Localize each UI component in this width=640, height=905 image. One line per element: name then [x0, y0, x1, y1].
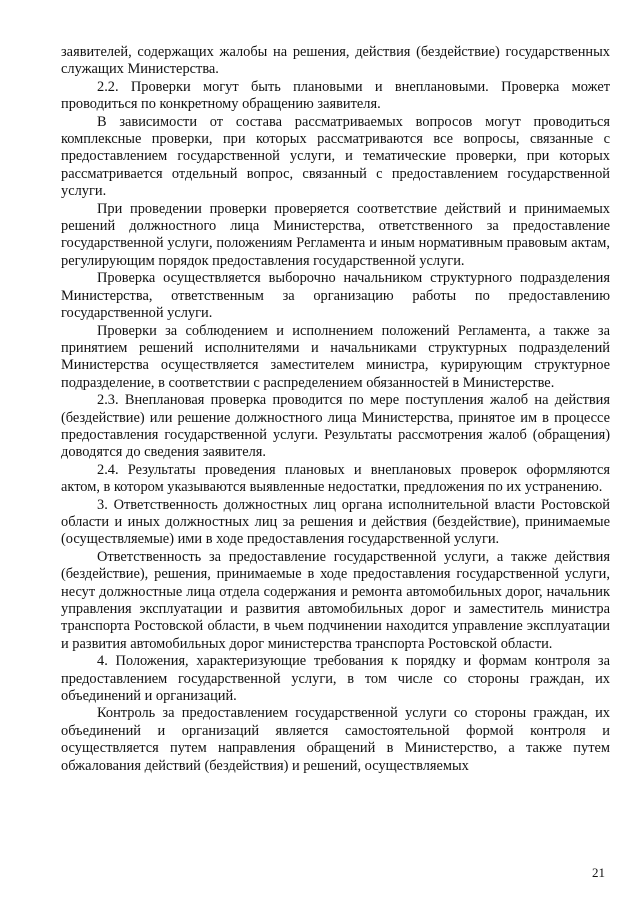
paragraph-6: Проверки за соблюдением и исполнением положений Регламента, а также за принятием решений исполнителями и начальниками структурных подразделений Министерства осуществляется заместителем министра, курирующим структурное подразделение, в соответствии с распределением обязанностей в Министерстве. — [61, 322, 610, 391]
paragraph-7: 2.3. Внеплановая проверка проводится по мере поступления жалоб на действия (бездействие) или решение должностного лица Министерства, принятое им в процессе предоставления государственной услуги. Результаты рассмотрения жалоб (обращения) доводятся до сведения заявителя. — [61, 392, 610, 461]
paragraph-1: заявителей, содержащих жалобы на решения, действия (бездействие) государственных служащих Министерства. — [61, 44, 610, 78]
paragraph-10: Ответственность за предоставление государственной услуги, а также действия (бездействие), решения, принимаемые в ходе предоставления государственной услуги, несут должностные лица отдела содержания и ремонта автомобильных дорог, начальник управления эксплуатации и развития автомобильных дорог и заместитель министра транспорта Ростовской области, в чьем подчинении находится управление эксплуатации и развития автомобильных дорог министерства транспорта Ростовской области. — [61, 548, 610, 652]
paragraph-5: Проверка осуществляется выборочно начальником структурного подразделения Министерства, ответственным за организацию работы по предоставлению государственной услуги. — [61, 270, 610, 322]
paragraph-11: 4. Положения, характеризующие требования к порядку и формам контроля за предоставлением государственной услуги, в том числе со стороны граждан, их объединений и организаций. — [61, 653, 610, 705]
document-body — [61, 44, 610, 775]
paragraph-3: В зависимости от состава рассматриваемых вопросов могут проводиться комплексные проверки, при которых рассматриваются все вопросы, связанные с предоставлением государственной услуги, и тематические проверки, при которых рассматривается отдельный вопрос, связанный с предоставлением государственной услуги. — [61, 113, 610, 200]
page-number: 21 — [592, 865, 605, 880]
paragraph-9: 3. Ответственность должностных лиц органа исполнительной власти Ростовской области и иных должностных лиц за решения и действия (бездействие), принимаемые (осуществляемые) ими в ходе предоставления государственной услуги. — [61, 496, 610, 548]
paragraph-4: При проведении проверки проверяется соответствие действий и принимаемых решений должностного лица Министерства, ответственного за предоставление государственной услуги, положениям Регламента и иным нормативным правовым актам, регулирующим порядок предоставления государственной услуги. — [61, 200, 610, 269]
paragraph-8: 2.4. Результаты проведения плановых и внеплановых проверок оформляются актом, в котором указываются выявленные недостатки, предложения по их устранению. — [61, 461, 610, 496]
paragraph-2: 2.2. Проверки могут быть плановыми и внеплановыми. Проверка может проводиться по конкретному обращению заявителя. — [61, 78, 610, 113]
paragraph-12: Контроль за предоставлением государственной услуги со стороны граждан, их объединений и организаций является самостоятельной формой контроля и осуществляется путем направления обращений в Министерство, а также путем обжалования действий (бездействия) и решений, осуществляемых — [61, 705, 610, 774]
